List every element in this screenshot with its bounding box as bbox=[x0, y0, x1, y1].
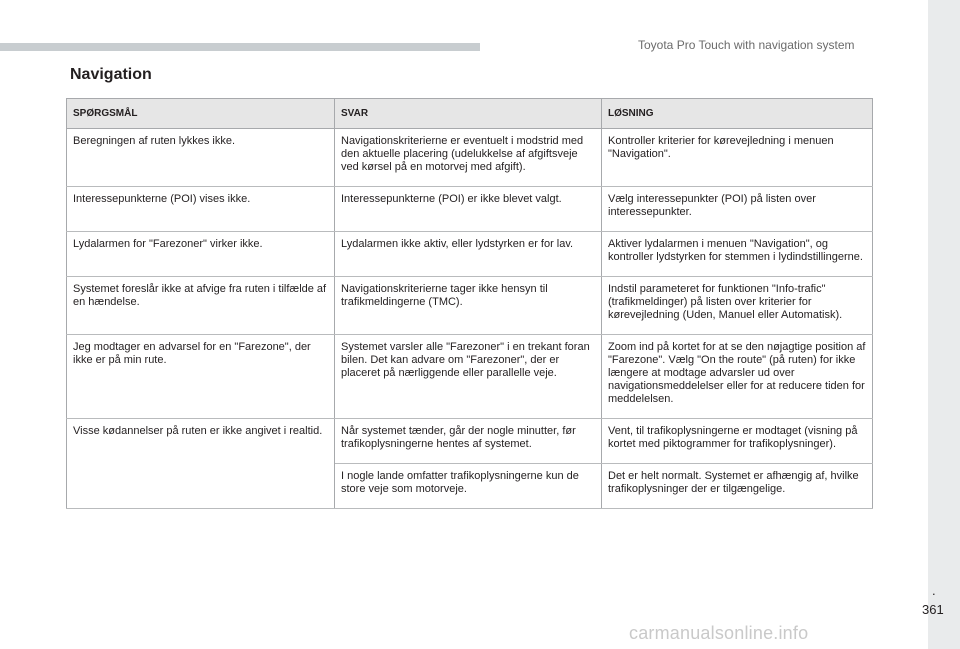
question-cell: Beregningen af ruten lykkes ikke. bbox=[67, 129, 335, 187]
solution-cell: Vælg interessepunkter (POI) på listen over interessepunkter. bbox=[602, 187, 873, 232]
solution-cell: Kontroller kriterier for kørevejledning i menuen "Navigation". bbox=[602, 129, 873, 187]
question-cell: Jeg modtager en advarsel for en "Farezone", der ikke er på min rute. bbox=[67, 335, 335, 419]
table-row bbox=[67, 129, 873, 187]
troubleshooting-table bbox=[66, 98, 873, 509]
table-row bbox=[67, 464, 873, 509]
solution-cell: Vent, til trafikoplysningerne er modtaget (visning på kortet med piktogrammer for trafikoplysninger). bbox=[602, 419, 873, 464]
answer-cell: Navigationskriterierne tager ikke hensyn til trafikmeldingerne (TMC). bbox=[335, 277, 602, 335]
question-cell: Interessepunkterne (POI) vises ikke. bbox=[67, 187, 335, 232]
question-cell: Visse kødannelser på ruten er ikke angivet i realtid. bbox=[67, 419, 335, 464]
table-row bbox=[67, 187, 873, 232]
answer-cell: Navigationskriterierne er eventuelt i modstrid med den aktuelle placering (udelukkelse af afgiftsveje ved kørsel på en motorvej med afgift). bbox=[335, 129, 602, 187]
running-title: Toyota Pro Touch with navigation system bbox=[638, 38, 855, 52]
answer-cell: I nogle lande omfatter trafikoplysningerne kun de store veje som motorveje. bbox=[335, 464, 602, 509]
answer-cell: Interessepunkterne (POI) er ikke blevet valgt. bbox=[335, 187, 602, 232]
question-cell: Systemet foreslår ikke at afvige fra ruten i tilfælde af en hændelse. bbox=[67, 277, 335, 335]
answer-cell: Lydalarmen ikke aktiv, eller lydstyrken er for lav. bbox=[335, 232, 602, 277]
side-margin-strip bbox=[928, 0, 960, 649]
table-row bbox=[67, 277, 873, 335]
continuation-marker: . bbox=[932, 583, 936, 598]
question-cell: Lydalarmen for "Farezoner" virker ikke. bbox=[67, 232, 335, 277]
column-header-answer: SVAR bbox=[335, 99, 602, 129]
column-header-solution: LØSNING bbox=[602, 99, 873, 129]
solution-cell: Det er helt normalt. Systemet er afhængig af, hvilke trafikoplysninger der er tilgængelige. bbox=[602, 464, 873, 509]
question-cell bbox=[67, 464, 335, 509]
table-header-row bbox=[67, 99, 873, 129]
solution-cell: Indstil parameteret for funktionen "Info-trafic" (trafikmeldinger) på listen over kriterier for kørevejledning (Uden, Manuel eller Automatisk). bbox=[602, 277, 873, 335]
table-row bbox=[67, 335, 873, 419]
column-header-question: SPØRGSMÅL bbox=[67, 99, 335, 129]
header-rule bbox=[0, 43, 480, 51]
watermark: carmanualsonline.info bbox=[629, 623, 809, 643]
table-row bbox=[67, 232, 873, 277]
page-number: 361 bbox=[922, 602, 944, 617]
section-title: Navigation bbox=[70, 66, 152, 83]
solution-cell: Zoom ind på kortet for at se den nøjagtige position af "Farezone". Vælg "On the route" (på ruten) for ikke længere at modtage advarsler ud over navigationsmeddelelser eller for at reducere tiden for meddelelsen. bbox=[602, 335, 873, 419]
answer-cell: Når systemet tænder, går der nogle minutter, før trafikoplysningerne hentes af systemet. bbox=[335, 419, 602, 464]
solution-cell: Aktiver lydalarmen i menuen "Navigation", og kontroller lydstyrken for stemmen i lydindstillingerne. bbox=[602, 232, 873, 277]
table-row bbox=[67, 419, 873, 464]
answer-cell: Systemet varsler alle "Farezoner" i en trekant foran bilen. Det kan advare om "Farezoner", der er placeret på nærliggende eller parallelle veje. bbox=[335, 335, 602, 419]
